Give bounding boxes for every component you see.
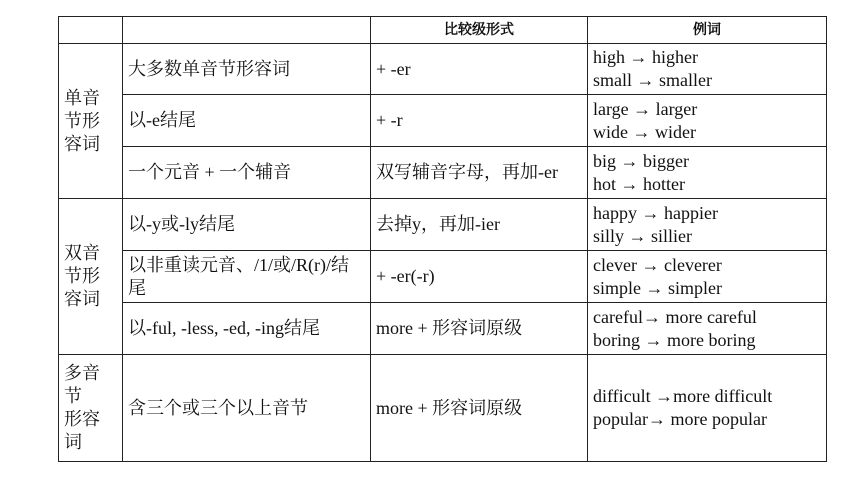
form-cell: more + 形容词原级 (371, 303, 588, 355)
rule-cell: 以-ful, -less, -ed, -ing结尾 (123, 303, 371, 355)
comparative-forms-table (58, 16, 827, 462)
example-word: happy → happier (593, 202, 718, 223)
examples-cell (588, 95, 827, 147)
form-cell: 双写辅音字母，再加-er (371, 147, 588, 199)
examples-cell (588, 147, 827, 199)
examples-cell (588, 199, 827, 251)
header-cell-comparative-form: 比较级形式 (371, 17, 588, 44)
rule-cell: 一个元音 + 一个辅音 (123, 147, 371, 199)
group-label-polysyllabic: 多音 节 形容 词 (59, 355, 123, 462)
example-word: big → bigger (593, 150, 689, 171)
table-row (59, 251, 827, 303)
table-row (59, 199, 827, 251)
rule-cell: 含三个或三个以上音节 (123, 355, 371, 462)
rule-cell: 以非重读元音、/1/或/R(r)/结尾 (123, 251, 371, 303)
example-word: boring → more boring (593, 329, 756, 350)
header-cell-rule (123, 17, 371, 44)
header-cell-category (59, 17, 123, 44)
form-cell: 去掉y，再加-ier (371, 199, 588, 251)
example-word: high → higher (593, 47, 698, 67)
example-word: silly → sillier (593, 225, 692, 246)
examples-cell (588, 303, 827, 355)
example-word: difficult →more difficult (593, 386, 773, 406)
table-row (59, 355, 827, 462)
table-row (59, 44, 827, 95)
example-word: hot → hotter (593, 173, 685, 194)
group-label-disyllabic: 双音 节形 容词 (59, 199, 123, 355)
form-cell: + -er(-r) (371, 251, 588, 303)
rule-cell: 大多数单音节形容词 (123, 44, 371, 95)
example-word: wide → wider (593, 121, 696, 142)
table-row (59, 147, 827, 199)
example-word: popular→ more popular (593, 409, 767, 429)
rule-cell: 以-e结尾 (123, 95, 371, 147)
form-cell: + -er (371, 44, 588, 95)
group-label-monosyllabic: 单音 节形 容词 (59, 44, 123, 199)
examples-cell (588, 355, 827, 462)
rule-cell: 以-y或-ly结尾 (123, 199, 371, 251)
example-word: careful→ more careful (593, 306, 757, 327)
example-word: small → smaller (593, 70, 712, 90)
header-cell-examples: 例词 (588, 17, 827, 44)
table-row (59, 303, 827, 355)
examples-cell (588, 251, 827, 303)
table-row (59, 95, 827, 147)
examples-cell (588, 44, 827, 95)
example-word: clever → cleverer (593, 254, 722, 275)
example-word: large → larger (593, 98, 698, 119)
form-cell: more + 形容词原级 (371, 355, 588, 462)
example-word: simple → simpler (593, 277, 722, 298)
table-header-row (59, 17, 827, 44)
form-cell: + -r (371, 95, 588, 147)
